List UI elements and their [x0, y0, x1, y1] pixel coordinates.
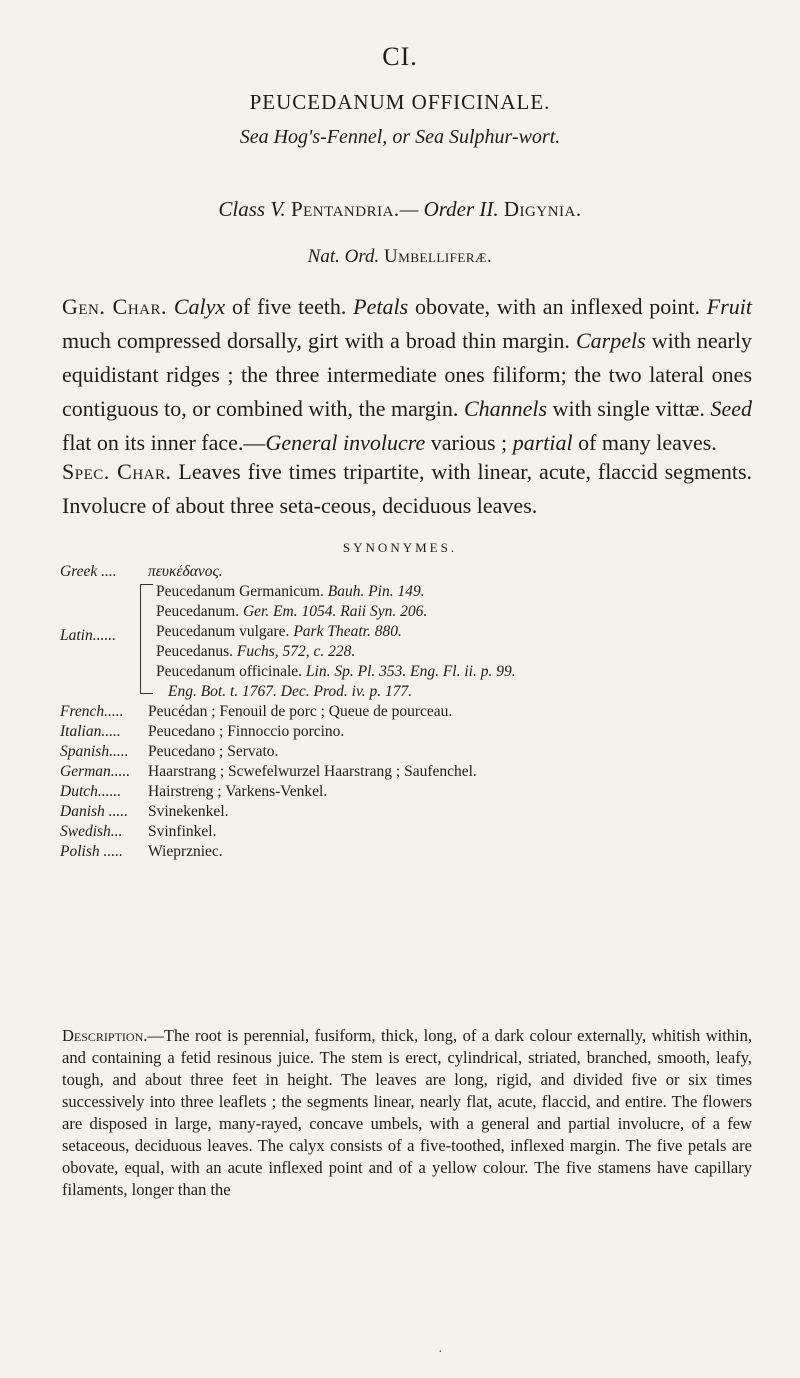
lang-label: German.....: [60, 763, 131, 780]
term-general-involucre: General involucre: [265, 430, 426, 455]
latin-name: Peucedanum vulgare.: [156, 623, 294, 640]
term-channels: Channels: [463, 396, 548, 421]
term-fruit: Fruit: [706, 294, 753, 319]
latin-name: Peucedanum Germanicum.: [156, 583, 328, 600]
lang-label: Italian.....: [60, 723, 121, 740]
order-label: — Order II.: [399, 197, 499, 221]
nat-name: Umbelliferæ.: [384, 246, 493, 267]
common-name-or: or: [387, 126, 416, 148]
lang-label: Danish .....: [60, 803, 129, 820]
spec-char-text: Leaves five times tripartite, with linear, acute, flaccid segments. Involucre of about three seta-ceous, deciduous leaves.: [62, 459, 752, 518]
description: [62, 1025, 752, 1201]
term-partial: partial: [512, 430, 573, 455]
text: with single vittæ.: [547, 396, 711, 421]
nat-label: Nat. Ord.: [307, 246, 380, 267]
latin-name: Peucedanum.: [156, 603, 243, 620]
lang-names: Svinekenkel.: [148, 803, 229, 820]
latin-ref: Park Theatr. 880.: [293, 623, 402, 640]
common-names: [0, 126, 800, 149]
page-speck-icon: ·: [438, 1345, 443, 1360]
linnaean-class: [0, 197, 800, 222]
text: of five teeth.: [225, 294, 354, 319]
specific-character: [62, 455, 752, 523]
term-seed: Seed: [710, 396, 752, 421]
latin-ref: Lin. Sp. Pl. 353. Eng. Fl. ii. p. 99.: [305, 663, 516, 680]
natural-order: [0, 246, 800, 268]
plate-number: CI.: [382, 42, 418, 71]
lang-label: Swedish...: [60, 823, 123, 840]
lang-label: Greek ....: [60, 563, 117, 580]
latin-brace: [140, 584, 153, 694]
description-text: —The root is perennial, fusiform, thick, long, of a dark colour externally, whitish within, and containing a fetid resinous juice. The stem is erect, cylindrical, striated, branched, smooth, leafy, tough, and about three feet in height. The leaves are long, rigid, and divided five or six times successively into three leaflets ; the segments linear, nearly flat, acute, flaccid, and entire. The flowers are disposed in large, many-rayed, concave umbels, with a general and partial involucre, of a few setaceous, deciduous leaves. The calyx consists of a five-toothed, inflexed margin. The five petals are obovate, equal, with an acute inflexed point and of a yellow colour. The five stamens have capillary filaments, longer than the: [62, 1026, 752, 1199]
lang-label: Polish .....: [60, 843, 123, 860]
lang-names: Peucedano ; Servato.: [148, 743, 279, 760]
lang-names: Wieprzniec.: [148, 843, 223, 860]
lang-names: πευκέδανος.: [148, 563, 223, 580]
class-label: Class V.: [218, 197, 286, 221]
common-name-b: Sea Sulphur-wort.: [415, 126, 561, 148]
latin-name: Peucedanum officinale.: [156, 663, 306, 680]
latin-name: Peucedanus.: [156, 643, 237, 660]
latin-ref: Fuchs, 572, c. 228.: [236, 643, 356, 660]
text: much compressed dorsally, girt with a broad thin margin.: [62, 328, 576, 353]
text: various ;: [425, 430, 513, 455]
gen-char-label: Gen. Char.: [62, 294, 168, 319]
term-petals: Petals: [353, 294, 409, 319]
term-carpels: Carpels: [575, 328, 646, 353]
lang-label: Latin......: [60, 627, 116, 644]
lang-label: Dutch......: [60, 783, 122, 800]
order-name: Digynia.: [503, 197, 582, 221]
lang-label: Spanish.....: [60, 743, 129, 760]
description-lead: Description.: [62, 1026, 148, 1045]
text: of many leaves.: [572, 430, 717, 455]
lang-names: Haarstrang ; Scwefelwurzel Haarstrang ; Saufenchel.: [148, 763, 477, 780]
common-name-a: Sea Hog's-Fennel,: [239, 126, 388, 148]
latin-ref: Ger. Em. 1054. Raii Syn. 206.: [242, 603, 428, 620]
text: flat on its inner face.—: [62, 430, 266, 455]
lang-names: Peucédan ; Fenouil de porc ; Queue de pourceau.: [148, 703, 453, 720]
lang-names: Peucedano ; Finnoccio porcino.: [148, 723, 345, 740]
lang-names: Hairstreng ; Varkens-Venkel.: [148, 783, 328, 800]
synonymes-heading: SYNONYMES.: [342, 540, 458, 555]
text: obovate, with an inflexed point.: [408, 294, 707, 319]
term-calyx: Calyx: [173, 294, 226, 319]
latin-ref: Eng. Bot. t. 1767. Dec. Prod. iv. p. 177.: [168, 683, 413, 700]
spec-char-label: Spec. Char.: [62, 459, 172, 484]
class-name: Pentandria.: [290, 197, 400, 221]
text: with nearly equidistant ridges ; the three intermediate ones filiform; the two lateral ones contiguous to, or combined with, the margin.: [62, 328, 752, 421]
lang-label: French.....: [60, 703, 124, 720]
lang-names: Svinfinkel.: [148, 823, 217, 840]
latin-ref: Bauh. Pin. 149.: [327, 583, 425, 600]
generic-character: [62, 290, 752, 460]
species-title: PEUCEDANUM OFFICINALE.: [249, 90, 551, 114]
